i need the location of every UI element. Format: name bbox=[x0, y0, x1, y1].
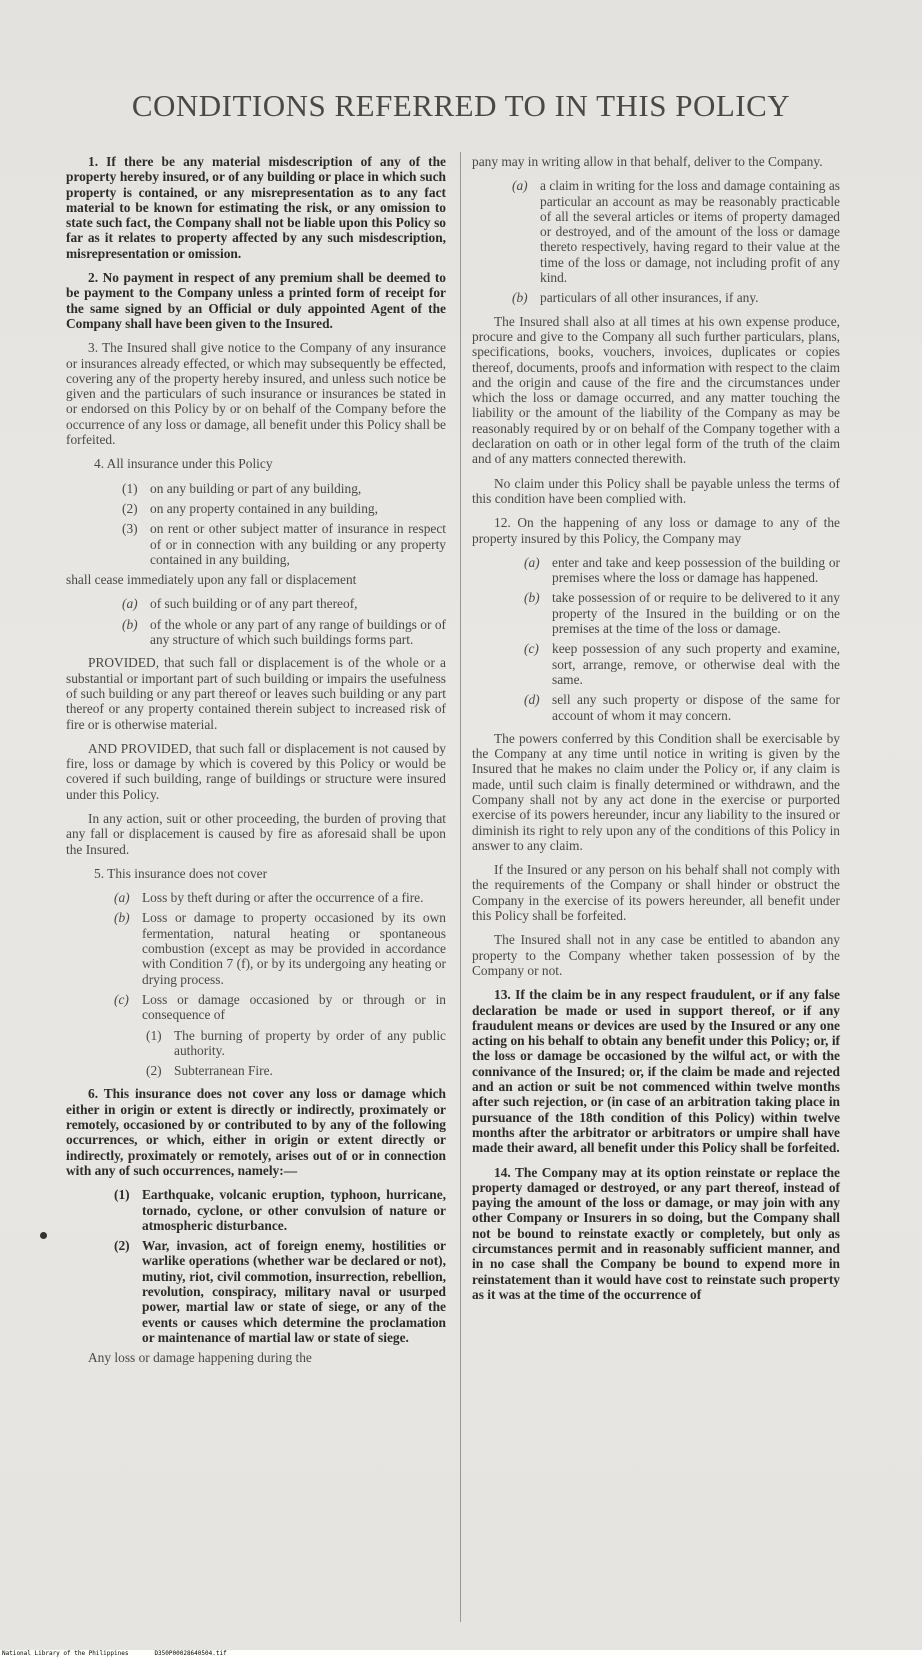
condition-4-cease: shall cease immediately upon any fall or displacement bbox=[66, 572, 357, 588]
item-text: War, invasion, act of foreign enemy, hostilities or warlike operations (whether war be declared or not), mutiny, riot, civil commotion, insurrection, rebellion, revolution, conspiracy, military naval or usurped power, martial law or state of siege, or any of the events or causes which determine the proclamation or maintenance of martial law or state of siege. bbox=[142, 1238, 446, 1345]
item-text: particulars of all other insurances, if any. bbox=[540, 290, 759, 306]
condition-6-item bbox=[114, 1238, 446, 1345]
hinder-clause: If the Insured or any person on his behalf shall not comply with the requirements of the Company or shall hinder or obstruct the Company in the exercise of its powers hereunder, all benefit under this Policy shall be forfeited. bbox=[472, 862, 840, 924]
item-text: take possession of or require to be delivered to it any property of the Insured in the building or on the premises at the time of the loss or damage. bbox=[552, 590, 840, 637]
item-text: keep possession of any such property and examine, sort, arrange, remove, or otherwise deal with the same. bbox=[552, 641, 840, 687]
item-marker: (d) bbox=[524, 692, 540, 708]
condition-4-subitem bbox=[122, 617, 446, 648]
condition-6-tail: Any loss or damage happening during the bbox=[88, 1350, 312, 1366]
item-marker: (b) bbox=[524, 590, 540, 606]
item-text: sell any such property or dispose of the same for account of whom it may concern. bbox=[552, 692, 840, 723]
item-text: The burning of property by order of any public authority. bbox=[174, 1027, 446, 1058]
powers-clause: The powers conferred by this Condition shall be exercisable by the Company at any time until notice in writing is given by the Insured that he makes no claim under the Policy or, if any claim is made, until such claim is finally determined or withdrawn, and the Company shall not by any act done in the exercise or purported exercise of its powers hereunder, incur any liability to the insured or diminish its right to rely upon any of the conditions of this Policy in answer to any claim. bbox=[472, 730, 840, 853]
item-marker: (c) bbox=[524, 641, 539, 657]
condition-2: 2. No payment in respect of any premium shall be deemed to be payment to the Company unless a printed form of receipt for the same signed by an Official or duly appointed Agent of the Company shall have been given to the Insured. bbox=[66, 270, 446, 331]
condition-5c-item bbox=[146, 1063, 446, 1078]
condition-13: 13. If the claim be in any respect fraudulent, or if any false declaration be made or used in support thereof, or if any fraudulent means or devices are used by the Insured or any one acting on his behalf to obtain any benefit under this Policy; or, if the loss or damage be occasioned by the wilful act, or with the connivance of the Insured; or, if the claim be made and rejected and an action or suit be not commenced within twelve months after such rejection, or (in case of an arbitration taking place in pursuance of the 18th condition of this Policy) within twelve months after the arbitrator or arbitrators or umpire shall have made their award, all benefit under this Policy shall be forfeited. bbox=[472, 987, 840, 1156]
and-provided-clause: AND PROVIDED, that such fall or displacement is not caused by fire, loss or damage by which is covered by this Policy or would be covered if such building, range of buildings or structure were insured under this Policy. bbox=[66, 740, 446, 802]
page-title: CONDITIONS REFERRED TO IN THIS POLICY bbox=[131, 88, 791, 123]
item-text: Loss or damage occasioned by or through or in consequence of bbox=[142, 991, 446, 1023]
item-text: of the whole or any part of any range of buildings or of any structure of which such buildings forms part. bbox=[150, 616, 446, 648]
condition-6: 6. This insurance does not cover any loss or damage which either in origin or extent is directly or indirectly, proximately or remotely, occasioned by or contributed to by any of the following occurrences, or which, either in origin or extent directly or indirectly, proximately or remotely, arises out of or in connection with any of such occurrences, namely:— bbox=[66, 1086, 446, 1178]
item-text: Loss by theft during or after the occurrence of a fire. bbox=[142, 890, 424, 906]
condition-4-item bbox=[122, 501, 446, 516]
library-label: National Library of the Philippines bbox=[2, 1650, 129, 1657]
item-marker: (b) bbox=[114, 910, 130, 926]
column-divider bbox=[460, 152, 461, 1622]
condition-12-item bbox=[524, 692, 840, 723]
condition-14: 14. The Company may at its option reinstate or replace the property damaged or destroyed, or any part thereof, instead of paying the amount of the loss or damage, or may join with any other Company or Insurers in so doing, but the Company shall not be bound to reinstate exactly or completely, but only as circumstances permit and in reasonably sufficient manner, and in no case shall the Company be bound to expend more in reinstatement than it would have cost to reinstate such property as it was at the time of the occurrence of bbox=[472, 1164, 840, 1302]
claim-item bbox=[512, 290, 840, 305]
condition-12-item bbox=[524, 555, 840, 586]
item-marker: (1) bbox=[122, 480, 138, 496]
condition-5c-item bbox=[146, 1028, 446, 1059]
scan-speck bbox=[40, 1232, 47, 1239]
item-text: Subterranean Fire. bbox=[174, 1063, 273, 1079]
item-marker: (a) bbox=[122, 596, 138, 612]
item-marker: (2) bbox=[114, 1238, 130, 1254]
condition-12-item bbox=[524, 641, 840, 687]
condition-4-item bbox=[122, 521, 446, 567]
item-text: a claim in writing for the loss and damage containing as particular an account as may be reasonably practicable of all the several articles or items of property damaged or destroyed, and of the amount of the loss or damage thereto respectively, having regard to their value at the time of the loss or damage, not including profit of any kind. bbox=[540, 178, 840, 286]
item-marker: (2) bbox=[146, 1063, 162, 1079]
item-marker: (a) bbox=[524, 554, 540, 570]
item-text: of such building or of any part thereof, bbox=[150, 596, 358, 612]
item-text: on any property contained in any building, bbox=[150, 500, 378, 516]
condition-1: 1. If there be any material misdescription of any of the property hereby insured, or of any building or place in which such property is contained, or any misrepresentation as to any fact material to be known for estimating the risk, or any omission to state such fact, the Company shall not be liable upon this Policy so far as it relates to property affected by any such misdescription, misrepresentation or omission. bbox=[66, 154, 446, 261]
item-marker: (2) bbox=[122, 500, 138, 516]
item-marker: (b) bbox=[512, 290, 528, 306]
condition-3: 3. The Insured shall give notice to the Company of any insurance or insurances already effected, or which may subsequently be effected, covering any of the property hereby insured, and unless such notice be given and the particulars of such insurance or insurances be stated in or endorsed on this Policy by or on behalf of the Company before the occurrence of any loss or damage, all benefit under this Policy shall be forfeited. bbox=[66, 340, 446, 448]
right-column bbox=[472, 154, 840, 1311]
condition-5-intro: 5. This insurance does not cover bbox=[94, 865, 268, 881]
item-marker: (b) bbox=[122, 616, 138, 632]
claim-item bbox=[512, 178, 840, 285]
produce-particulars: The Insured shall also at all times at his own expense produce, procure and give to the Company all such further particulars, plans, specifications, books, vouchers, invoices, duplicates or copies thereof, documents, proofs and information with respect to the claim and the origin and cause of the fire and the circumstances under which the loss or damage occurred, and any matter touching the liability or the amount of the liability of the Company as may be reasonably required by or on behalf of the Company together with a declaration on oath or in other legal form of the truth of the claim and of any matters connected therewith. bbox=[472, 313, 840, 467]
item-text: on rent or other subject matter of insurance in respect of or in connection with any building or any property contained in any building, bbox=[150, 521, 446, 567]
file-label: D350P00028640504.tif bbox=[154, 1650, 227, 1657]
left-column bbox=[66, 154, 446, 1374]
item-marker: (a) bbox=[114, 890, 130, 906]
item-marker: (1) bbox=[114, 1187, 130, 1203]
condition-4-subitem bbox=[122, 596, 446, 611]
condition-5-item bbox=[114, 992, 446, 1023]
item-text: Loss or damage to property occasioned by its own fermentation, natural heating or spontaneous combustion (except as may be provided in accordance with Condition 7 (f), or by its undergoing any heating or drying process. bbox=[142, 910, 446, 987]
condition-12: 12. On the happening of any loss or damage to any of the property insured by this Policy, the Company may bbox=[472, 515, 840, 546]
no-claim-clause: No claim under this Policy shall be payable unless the terms of this condition have been complied with. bbox=[472, 475, 840, 506]
item-text: on any building or part of any building, bbox=[150, 480, 362, 496]
item-marker: (1) bbox=[146, 1027, 162, 1043]
item-marker: (c) bbox=[114, 991, 129, 1007]
provided-clause: PROVIDED, that such fall or displacement is of the whole or a substantial or important part of such building or impairs the usefulness of such building or any part thereof or leaves such building or any part thereof or any property contained therein subject to increased risk of fire or is otherwise material. bbox=[66, 655, 446, 732]
condition-5-item bbox=[114, 890, 446, 905]
abandon-clause: The Insured shall not in any case be entitled to abandon any property to the Company whether taken possession of by the Company or not. bbox=[472, 932, 840, 978]
item-text: enter and take and keep possession of the building or premises where the loss or damage has happened. bbox=[552, 554, 840, 586]
item-marker: (a) bbox=[512, 178, 528, 194]
condition-4-item bbox=[122, 481, 446, 496]
condition-12-item bbox=[524, 590, 840, 636]
item-marker: (3) bbox=[122, 521, 138, 537]
condition-4-intro: 4. All insurance under this Policy bbox=[94, 456, 273, 472]
item-text: Earthquake, volcanic eruption, typhoon, hurricane, tornado, cyclone, or other convulsion of nature or atmospheric disturbance. bbox=[142, 1187, 446, 1233]
condition-5-item bbox=[114, 910, 446, 986]
burden-of-proof: In any action, suit or other proceeding, the burden of proving that any fall or displacement is caused by fire as aforesaid shall be upon the Insured. bbox=[66, 810, 446, 857]
scan-footer bbox=[0, 1650, 922, 1658]
condition-6-item bbox=[114, 1187, 446, 1233]
condition-continuation: pany may in writing allow in that behalf, deliver to the Company. bbox=[472, 154, 823, 169]
